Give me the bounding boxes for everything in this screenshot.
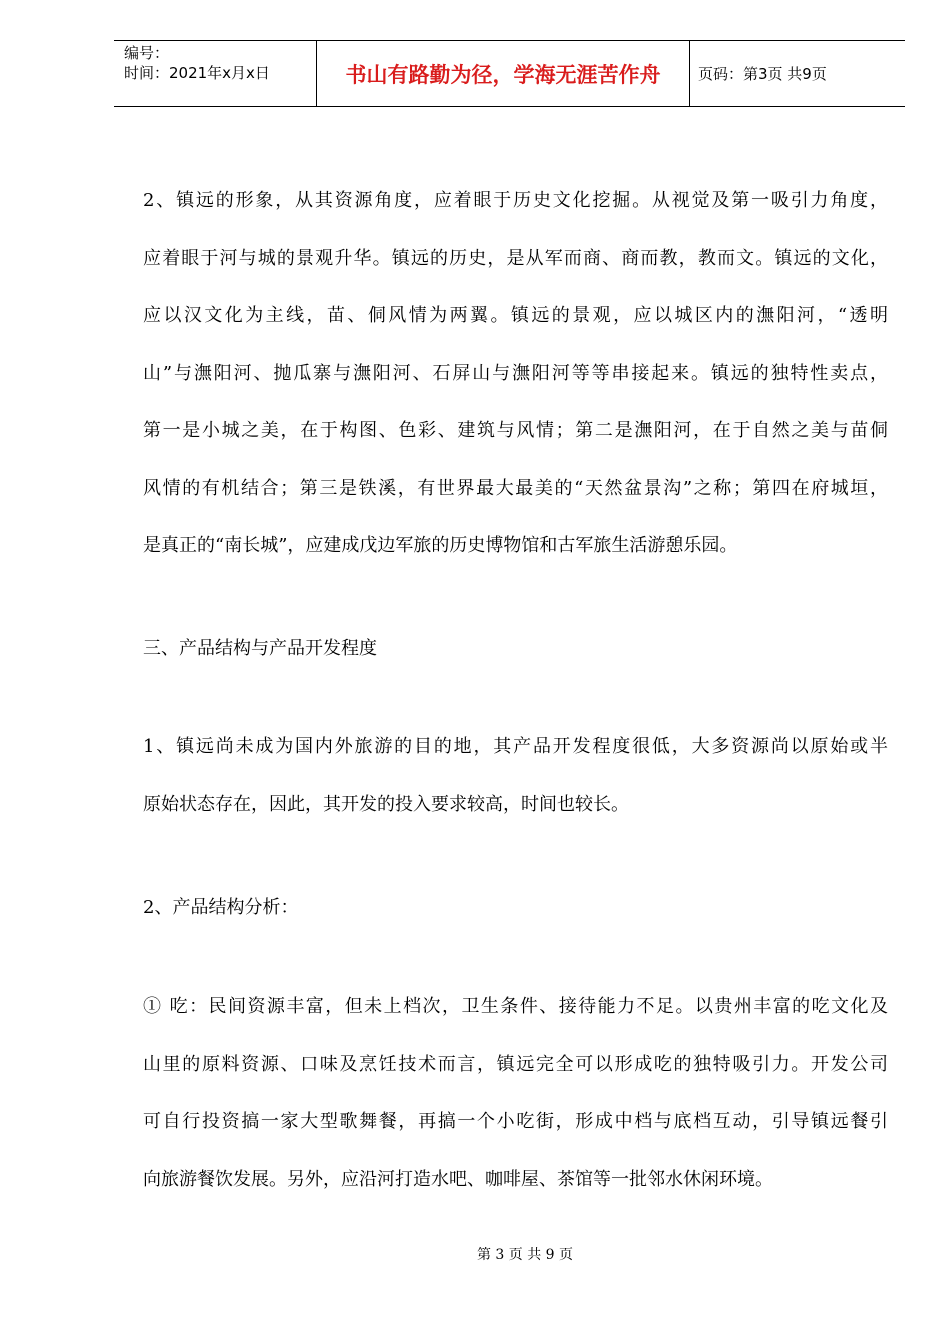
number-label: 编号：: [124, 44, 170, 62]
paragraph-line: 应着眼于河与城的景观升华。镇远的历史，是从军而商、商而教，教而文。镇远的文化，: [143, 247, 888, 269]
motto-text: 书山有路勤为径，学海无涯苦作舟: [345, 62, 661, 87]
paragraph-line: 山里的原料资源、口味及烹饪技术而言，镇远完全可以形成吃的独特吸引力。开发公司: [143, 1053, 888, 1075]
paragraph-image-positioning: [143, 172, 888, 575]
paragraph-line: 风情的有机结合；第三是铁溪，有世界最大最美的“天然盆景沟”之称；第四在府城垣，: [143, 477, 888, 499]
paragraph-line: 2、镇远的形象，从其资源角度，应着眼于历史文化挖掘。从视觉及第一吸引力角度，: [143, 190, 888, 211]
paragraph-development-level: [143, 718, 888, 833]
paragraph-line: 可自行投资搞一家大型歌舞餐，再搞一个小吃街，形成中档与底档互动，引导镇远餐引: [143, 1111, 888, 1132]
subsection-heading: 2、产品结构分析：: [143, 897, 299, 918]
paragraph-line: 原始状态存在，因此，其开发的投入要求较高，时间也较长。: [143, 793, 629, 815]
page-footer: [0, 1244, 950, 1264]
paragraph-line: 第一是小城之美，在于构图、色彩、建筑与风情；第二是潕阳河，在于自然之美与苗侗: [143, 420, 888, 441]
document-header: [114, 40, 905, 107]
section-heading: 三、产品结构与产品开发程度: [143, 638, 377, 659]
header-motto-cell: [316, 41, 690, 106]
header-page-cell: [690, 41, 905, 106]
paragraph-line: 应以汉文化为主线，苗、侗风情为两翼。镇远的景观，应以城区内的潕阳河，“透明: [143, 305, 888, 326]
date-label: 时间：2021年x月x日: [124, 64, 270, 82]
header-meta-cell: [114, 41, 316, 106]
paragraph-food: [143, 978, 888, 1208]
footer-page-number: 第 3 页 共 9 页: [476, 1247, 574, 1263]
paragraph-line: 向旅游餐饮发展。另外，应沿河打造水吧、咖啡屋、茶馆等一批邻水休闲环境。: [143, 1168, 773, 1190]
paragraph-line: 1、镇远尚未成为国内外旅游的目的地，其产品开发程度很低，大多资源尚以原始或半: [143, 736, 888, 757]
header-page-info: 页码：第3页 共9页: [698, 65, 827, 83]
paragraph-line: 是真正的“南长城”，应建成戊边军旅的历史博物馆和古军旅生活游憩乐园。: [143, 535, 738, 556]
paragraph-line: ① 吃：民间资源丰富，但未上档次，卫生条件、接待能力不足。以贵州丰富的吃文化及: [143, 996, 888, 1017]
paragraph-line: 山”与潕阳河、抛瓜寨与潕阳河、石屏山与潕阳河等等串接起来。镇远的独特性卖点，: [143, 362, 888, 384]
